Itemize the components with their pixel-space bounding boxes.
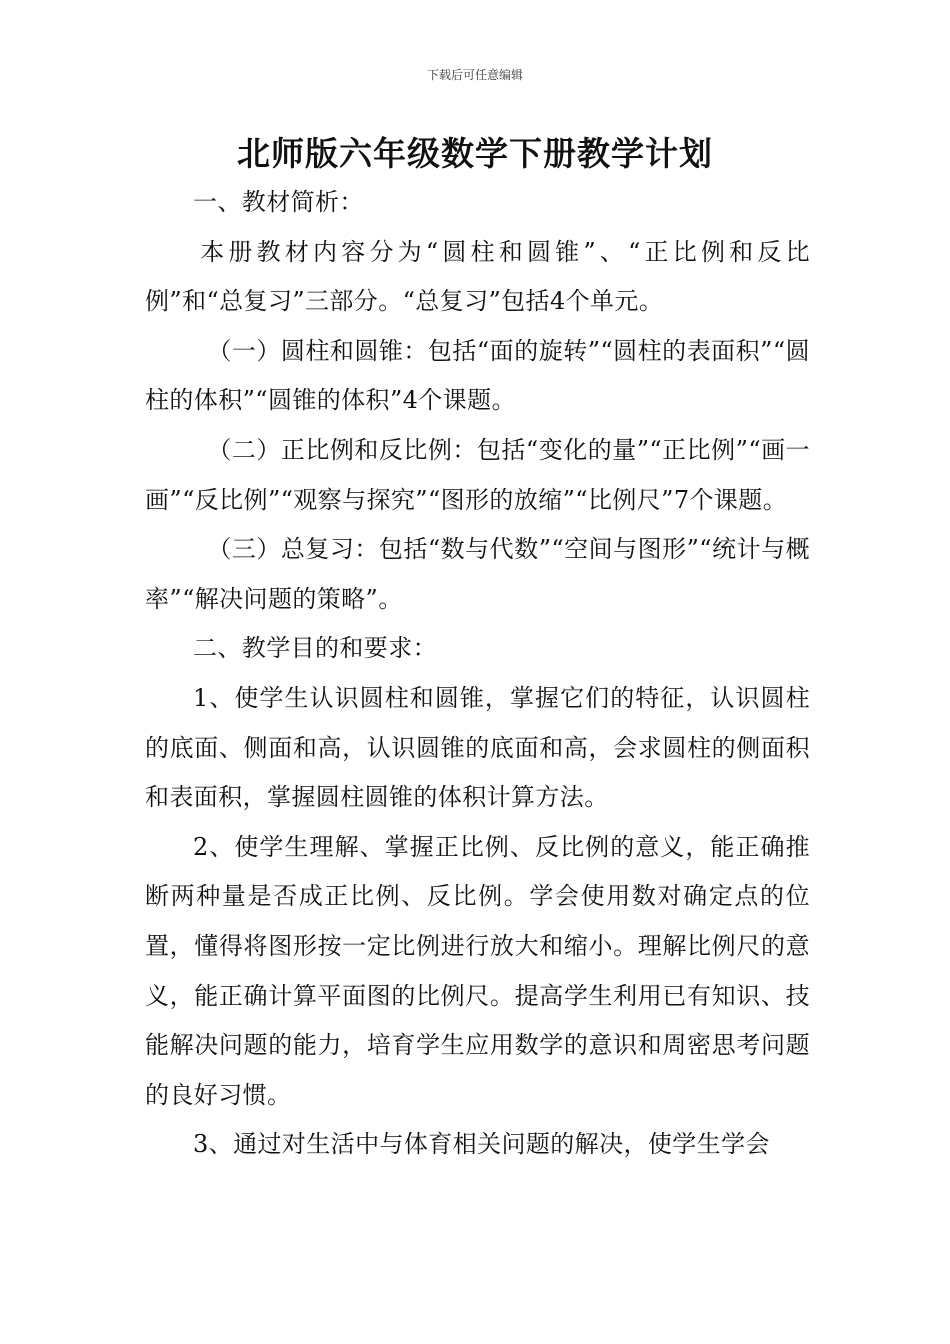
paragraph-goal-1: 1、使学生认识圆柱和圆锥，掌握它们的特征，认识圆柱的底面、侧面和高，认识圆锥的底面和高，会求圆柱的侧面积和表面积，掌握圆柱圆锥的体积计算方法。 xyxy=(145,683,810,812)
paragraph-review: （三）总复习：包括“数与代数”“空间与图形”“统计与概率”“解决问题的策略”。 xyxy=(145,535,810,613)
section-heading-goals: 二、教学目的和要求： xyxy=(193,634,437,663)
paragraph-proportion: （二）正比例和反比例：包括“变化的量”“正比例”“画一画”“反比例”“观察与探究”“图形的放缩”“比例尺”7个课题。 xyxy=(145,435,810,514)
document-body xyxy=(145,178,810,1170)
paragraph-goal-3: 3、通过对生活中与体育相关问题的解决，使学生学会 xyxy=(193,1130,770,1159)
document-title: 北师版六年级数学下册教学计划 xyxy=(237,134,713,173)
page-header-note: 下载后可任意编辑 xyxy=(426,68,523,82)
paragraph-cylinder-cone: （一）圆柱和圆锥：包括“面的旋转”“圆柱的表面积”“圆柱的体积”“圆锥的体积”4个课题。 xyxy=(145,336,810,415)
paragraph-goal-2: 2、使学生理解、掌握正比例、反比例的意义，能正确推断两种量是否成正比例、反比例。学会使用数对确定点的位置，懂得将图形按一定比例进行放大和缩小。理解比例尺的意义，能正确计算平面图的比例尺。提高学生利用已有知识、技能解决问题的能力，培育学生应用数学的意识和周密思考问题的良好习惯。 xyxy=(145,832,810,1109)
paragraph-overview: 本册教材内容分为“圆柱和圆锥”、“正比例和反比例”和“总复习”三部分。“总复习”包括4个单元。 xyxy=(145,237,810,316)
section-heading-materials: 一、教材简析： xyxy=(193,188,364,216)
